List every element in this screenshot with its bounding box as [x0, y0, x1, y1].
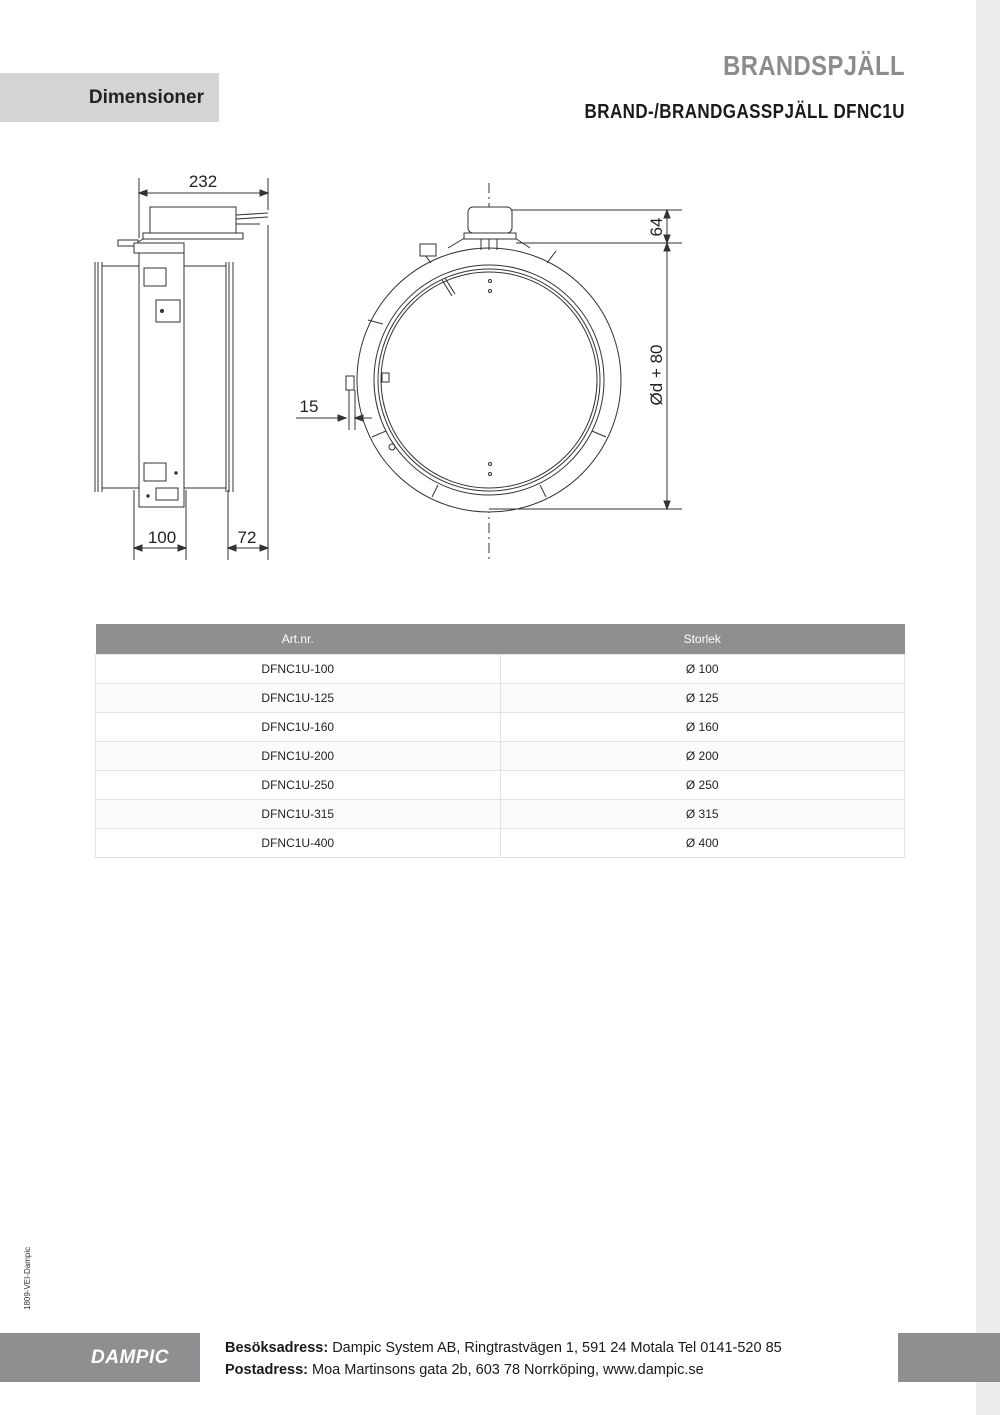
table-header-row: [96, 624, 905, 655]
size-table: [95, 624, 905, 858]
document-code: 1809-VEI-Dampic: [23, 1246, 32, 1310]
cell-storlek: Ø 100: [500, 655, 905, 684]
cell-storlek: Ø 315: [500, 800, 905, 829]
page-title: BRANDSPJÄLL: [723, 50, 905, 81]
front-view: [346, 183, 682, 562]
table-row: [96, 713, 905, 742]
visit-address-label: Besöksadress:: [225, 1340, 329, 1356]
cell-art-nr: DFNC1U-315: [96, 800, 501, 829]
dim-label-232: 232: [188, 172, 218, 191]
dim-label-15: 15: [299, 397, 319, 416]
post-address-line: [225, 1359, 782, 1381]
col-header-art-nr: Art.nr.: [96, 624, 501, 655]
post-address-text: Moa Martinsons gata 2b, 603 78 Norrköping, www.dampic.se: [308, 1362, 704, 1378]
table-row: [96, 829, 905, 858]
cell-storlek: Ø 400: [500, 829, 905, 858]
cell-art-nr: DFNC1U-200: [96, 742, 501, 771]
cell-art-nr: DFNC1U-250: [96, 771, 501, 800]
table-row: [96, 655, 905, 684]
dim-label-100: 100: [147, 528, 177, 547]
cell-storlek: Ø 125: [500, 684, 905, 713]
cell-storlek: Ø 200: [500, 742, 905, 771]
col-header-storlek: Storlek: [500, 624, 905, 655]
table-row: [96, 800, 905, 829]
cell-art-nr: DFNC1U-160: [96, 713, 501, 742]
section-tab: Dimensioner: [0, 73, 219, 122]
page-subtitle: BRAND-/BRANDGASSPJÄLL DFNC1U: [584, 101, 905, 123]
table-row: [96, 771, 905, 800]
cell-storlek: Ø 160: [500, 713, 905, 742]
dimension-drawing: [0, 0, 1000, 600]
table-row: [96, 742, 905, 771]
footer-logo-box: [0, 1333, 200, 1382]
dim-label-72: 72: [237, 528, 257, 547]
table-row: [96, 684, 905, 713]
cell-art-nr: DFNC1U-400: [96, 829, 501, 858]
cell-art-nr: DFNC1U-125: [96, 684, 501, 713]
post-address-label: Postadress:: [225, 1362, 309, 1378]
visit-address-line: [225, 1337, 782, 1359]
footer-accent-box: [898, 1333, 1000, 1382]
footer-address: [225, 1337, 782, 1381]
visit-address-text: Dampic System AB, Ringtrastvägen 1, 591 24 Motala Tel 0141-520 85: [328, 1340, 782, 1356]
side-view: [95, 178, 268, 560]
dim-label-64: 64: [647, 217, 666, 237]
cell-art-nr: DFNC1U-100: [96, 655, 501, 684]
cell-storlek: Ø 250: [500, 771, 905, 800]
dim-label-diameter: Ød + 80: [647, 344, 666, 406]
company-logo: DAMPIC: [91, 1346, 169, 1368]
